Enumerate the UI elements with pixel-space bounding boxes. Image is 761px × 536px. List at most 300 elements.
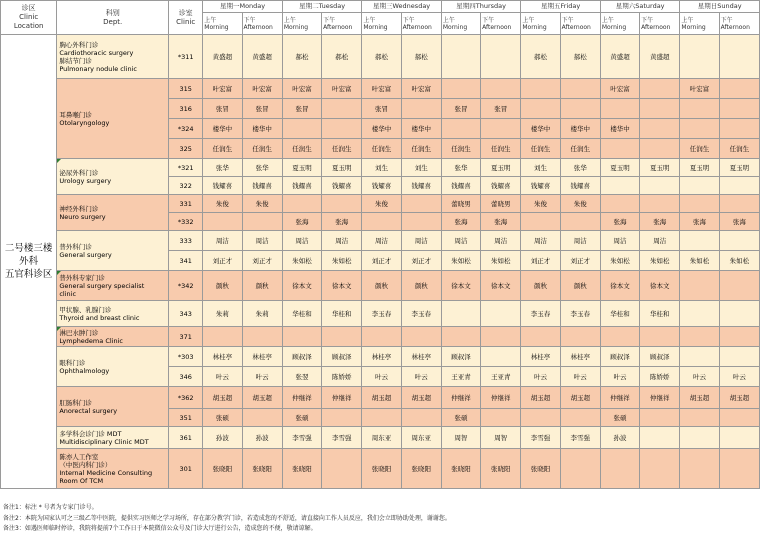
doctor-cell <box>481 79 521 99</box>
doctor-cell: 顾叔泽 <box>322 347 362 367</box>
doctor-cell: 胡玉超 <box>719 387 759 409</box>
dept-header-line: 科别 <box>105 8 120 17</box>
doctor-cell: 徐本文 <box>441 271 480 301</box>
am-header <box>600 13 639 35</box>
doctor-cell <box>640 449 680 489</box>
dept-name-line: Otolaryngology <box>59 118 110 127</box>
doctor-cell <box>560 99 600 119</box>
room-number: 371 <box>169 327 203 347</box>
doctor-cell: 朱如松 <box>481 251 521 271</box>
doctor-cell: 叶云 <box>203 367 242 387</box>
am-header <box>521 13 560 35</box>
doctor-cell: 张硕 <box>282 409 321 427</box>
table-row <box>1 79 760 99</box>
pm-header-en: Afternoon <box>561 23 591 31</box>
doctor-cell: 郝松 <box>282 35 321 79</box>
dept-name-line: General surgery specialist <box>59 281 145 290</box>
doctor-cell <box>521 99 560 119</box>
doctor-cell <box>680 99 719 119</box>
doctor-cell: 刘正才 <box>362 251 401 271</box>
doctor-cell <box>282 195 321 213</box>
room-number: *342 <box>169 271 203 301</box>
doctor-cell: 叶宏富 <box>242 79 282 99</box>
room-number: *303 <box>169 347 203 367</box>
am-header-cn: 上午 <box>363 16 376 24</box>
day-header <box>521 1 601 13</box>
doctor-cell: 张海 <box>719 213 759 231</box>
doctor-cell: 黄盛超 <box>203 35 242 79</box>
dept-name-line: 陈亦人工作室 <box>59 452 99 461</box>
am-header <box>441 13 480 35</box>
day-header <box>600 1 680 13</box>
doctor-cell <box>680 327 719 347</box>
room-number: *332 <box>169 213 203 231</box>
doctor-cell <box>680 301 719 327</box>
dept-name-line: 普外科专家门诊 <box>59 273 105 282</box>
doctor-cell: 周洁 <box>282 231 321 251</box>
doctor-cell: 周洁 <box>481 231 521 251</box>
doctor-cell: 孙波 <box>600 427 639 449</box>
doctor-cell: 张晓阳 <box>362 449 401 489</box>
doctor-cell: 叶宏富 <box>680 79 719 99</box>
doctor-cell: 张华 <box>242 159 282 177</box>
room-number: *362 <box>169 387 203 409</box>
doctor-cell: 胡玉超 <box>203 387 242 409</box>
dept-name-line: 淋巴水肿门诊 <box>59 328 99 337</box>
am-header-en: Morning <box>204 23 229 31</box>
doctor-cell: 蕾晓男 <box>481 195 521 213</box>
doctor-cell: 任润生 <box>680 139 719 159</box>
doctor-cell <box>719 195 759 213</box>
doctor-cell: 张硕 <box>441 409 480 427</box>
table-row <box>1 449 760 489</box>
doctor-cell <box>640 139 680 159</box>
doctor-cell <box>680 177 719 195</box>
am-header-en: Morning <box>522 23 547 31</box>
doctor-cell <box>441 35 480 79</box>
day-header-label: 星期一Monday <box>219 2 266 10</box>
doctor-cell: 张海 <box>640 213 680 231</box>
doctor-cell <box>680 427 719 449</box>
am-header-cn: 上午 <box>681 16 694 24</box>
dept-name-line: Pulmonary nodule clinic <box>59 64 137 73</box>
location-header-line: 诊区 <box>21 4 36 12</box>
doctor-cell: 张海 <box>481 213 521 231</box>
doctor-cell: 李雪强 <box>560 427 600 449</box>
doctor-cell: 叶云 <box>560 367 600 387</box>
doctor-cell <box>680 271 719 301</box>
doctor-cell: 楼华中 <box>560 119 600 139</box>
doctor-cell: 钱耀喜 <box>481 177 521 195</box>
room-number: 325 <box>169 139 203 159</box>
doctor-cell: 叶云 <box>401 367 441 387</box>
doctor-cell: 夏玉明 <box>322 159 362 177</box>
pm-header-cn: 下午 <box>561 16 574 24</box>
room-number: 351 <box>169 409 203 427</box>
doctor-cell: 胡玉超 <box>242 387 282 409</box>
doctor-cell <box>719 119 759 139</box>
doctor-cell <box>322 409 362 427</box>
doctor-cell <box>322 119 362 139</box>
header-row-days <box>1 1 760 13</box>
doctor-cell <box>362 213 401 231</box>
doctor-cell: 夏玉明 <box>719 159 759 177</box>
doctor-cell <box>203 327 242 347</box>
day-header-label: 星期日Sunday <box>697 2 742 10</box>
doctor-cell: 胡玉超 <box>680 387 719 409</box>
doctor-cell: 刘正才 <box>203 251 242 271</box>
pm-header-cn: 下午 <box>323 16 336 24</box>
room-number: 315 <box>169 79 203 99</box>
dept-cell <box>57 301 169 327</box>
doctor-cell: 林桂亭 <box>203 347 242 367</box>
doctor-cell: 周东亚 <box>362 427 401 449</box>
doctor-cell: 周洁 <box>640 231 680 251</box>
doctor-cell <box>322 327 362 347</box>
doctor-cell: 夏玉明 <box>640 159 680 177</box>
doctor-cell <box>640 79 680 99</box>
dept-header-line: Dept. <box>103 17 123 26</box>
doctor-cell: 任润生 <box>441 139 480 159</box>
doctor-cell: 仲继祥 <box>481 387 521 409</box>
am-header-en: Morning <box>283 23 309 31</box>
doctor-cell: 仲继祥 <box>282 387 321 409</box>
location-header <box>1 1 57 35</box>
day-header <box>441 1 521 13</box>
doctor-cell: 顾叔泽 <box>600 347 639 367</box>
doctor-cell: 任润生 <box>481 139 521 159</box>
pm-header <box>242 13 282 35</box>
doctor-cell: 郝松 <box>401 35 441 79</box>
am-header <box>203 13 242 35</box>
doctor-cell: 顾叔泽 <box>282 347 321 367</box>
doctor-cell <box>600 139 639 159</box>
doctor-cell: 张硕 <box>203 409 242 427</box>
dept-name-line: 神经外科门诊 <box>59 204 99 213</box>
doctor-cell: 张晓阳 <box>242 449 282 489</box>
doctor-cell: 张晓阳 <box>441 449 480 489</box>
doctor-cell: 朱莉 <box>203 301 242 327</box>
dept-name-line: General surgery <box>59 250 112 259</box>
doctor-cell: 李玉春 <box>401 301 441 327</box>
doctor-cell: 周洁 <box>521 231 560 251</box>
doctor-cell: 夏玉明 <box>282 159 321 177</box>
doctor-cell: 刘正才 <box>521 251 560 271</box>
clinic-location-line: 五官科诊区 <box>4 269 53 280</box>
room-number: 301 <box>169 449 203 489</box>
doctor-cell: 楼华中 <box>242 119 282 139</box>
doctor-cell: 王亚青 <box>441 367 480 387</box>
doctor-cell: 刘正才 <box>560 251 600 271</box>
doctor-cell: 郝松 <box>521 35 560 79</box>
doctor-cell <box>640 177 680 195</box>
location-header-line: Clinic <box>19 13 39 21</box>
doctor-cell <box>640 195 680 213</box>
doctor-cell <box>560 409 600 427</box>
note-2: 备注2：本院为国家认可之三级乙等中医院，提供实习医师之学习场所，存在部分教学门诊，若造成您的不舒适，请直接向工作人员反应，我们会立即协助处理，谢谢您。 <box>3 514 451 522</box>
doctor-cell <box>441 79 480 99</box>
doctor-cell <box>719 347 759 367</box>
doctor-cell <box>481 347 521 367</box>
day-header <box>362 1 442 13</box>
doctor-cell <box>640 327 680 347</box>
dept-name-line: 普外科门诊 <box>59 242 92 251</box>
doctor-cell: 刘生 <box>362 159 401 177</box>
doctor-cell: 周洁 <box>441 231 480 251</box>
clinic-location-line: 二号楼三楼 <box>4 243 53 254</box>
am-header-en: Morning <box>681 23 706 31</box>
pm-header-cn: 下午 <box>482 16 495 24</box>
dept-cell <box>57 195 169 231</box>
note-3: 备注3：如遇医师临时停诊，我院将提前7个工作日于本院微信公众号及门诊大厅进行公告，造成您的不便，敬请谅解。 <box>3 525 317 532</box>
doctor-cell: 张晓阳 <box>481 449 521 489</box>
doctor-cell <box>680 231 719 251</box>
room-number: 361 <box>169 427 203 449</box>
doctor-cell: 张海 <box>680 213 719 231</box>
am-header-cn: 上午 <box>522 16 535 24</box>
doctor-cell: 朱俊 <box>203 195 242 213</box>
am-header-cn: 上午 <box>442 16 455 24</box>
doctor-cell: 叶宏富 <box>401 79 441 99</box>
doctor-cell: 朱俊 <box>242 195 282 213</box>
doctor-cell: 朱如松 <box>719 251 759 271</box>
doctor-cell: 张晓阳 <box>203 449 242 489</box>
doctor-cell: 李玉春 <box>521 301 560 327</box>
doctor-cell: 叶云 <box>680 367 719 387</box>
doctor-cell <box>242 409 282 427</box>
doctor-cell: 周洁 <box>242 231 282 251</box>
dept-cell <box>57 347 169 387</box>
doctor-cell: 任润生 <box>521 139 560 159</box>
doctor-cell <box>401 409 441 427</box>
doctor-cell <box>481 119 521 139</box>
dept-cell <box>57 427 169 449</box>
doctor-cell: 楼华中 <box>600 119 639 139</box>
doctor-cell <box>719 99 759 119</box>
doctor-cell: 夏玉明 <box>600 159 639 177</box>
dept-name-line: Internal Medicine Consulting <box>59 468 153 477</box>
doctor-cell: 钱耀喜 <box>322 177 362 195</box>
doctor-cell <box>322 449 362 489</box>
dept-cell <box>57 387 169 427</box>
doctor-cell: 叶云 <box>362 367 401 387</box>
doctor-cell: 叶云 <box>719 367 759 387</box>
doctor-cell: 孙波 <box>203 427 242 449</box>
doctor-cell: 林桂亭 <box>242 347 282 367</box>
table-row <box>1 427 760 449</box>
doctor-cell: 张华 <box>203 159 242 177</box>
doctor-cell: 钱耀喜 <box>203 177 242 195</box>
doctor-cell <box>719 271 759 301</box>
doctor-cell: 张海 <box>282 213 321 231</box>
doctor-cell: 蕾晓男 <box>441 195 480 213</box>
doctor-cell: 林桂亭 <box>521 347 560 367</box>
doctor-cell: 刘正才 <box>401 251 441 271</box>
pm-header <box>401 13 441 35</box>
doctor-cell: 颜秋 <box>560 271 600 301</box>
doctor-cell: 张冒 <box>481 99 521 119</box>
am-header <box>282 13 321 35</box>
doctor-cell: 张冒 <box>203 99 242 119</box>
doctor-cell: 楼华中 <box>362 119 401 139</box>
doctor-cell <box>560 213 600 231</box>
dept-cell <box>57 35 169 79</box>
doctor-cell: 朱如松 <box>282 251 321 271</box>
am-header-cn: 上午 <box>283 16 296 24</box>
doctor-cell: 朱如松 <box>680 251 719 271</box>
footnotes <box>3 503 451 535</box>
doctor-cell: 钱耀喜 <box>242 177 282 195</box>
doctor-cell: 刘生 <box>521 159 560 177</box>
pm-header-cn: 下午 <box>641 16 654 24</box>
doctor-cell: 夏玉明 <box>680 159 719 177</box>
doctor-cell: 仲继祥 <box>441 387 480 409</box>
doctor-cell: 孙波 <box>242 427 282 449</box>
doctor-cell: 李玉春 <box>362 301 401 327</box>
pm-header-en: Afternoon <box>402 23 432 31</box>
doctor-cell <box>521 409 560 427</box>
dept-name-line: Ophthalmology <box>59 366 110 375</box>
doctor-cell: 李雪强 <box>521 427 560 449</box>
doctor-cell: 任润生 <box>203 139 242 159</box>
doctor-cell <box>640 409 680 427</box>
doctor-cell: 周洁 <box>203 231 242 251</box>
dept-cell <box>57 327 169 347</box>
doctor-cell: 林桂亭 <box>560 347 600 367</box>
doctor-cell: 任润生 <box>560 139 600 159</box>
doctor-cell: 周洁 <box>600 231 639 251</box>
table-row <box>1 301 760 327</box>
doctor-cell: 楼华中 <box>203 119 242 139</box>
doctor-cell <box>401 195 441 213</box>
doctor-cell: 周洁 <box>362 231 401 251</box>
location-header-line: Location <box>13 22 44 30</box>
doctor-cell: 楼华中 <box>401 119 441 139</box>
doctor-cell: 周智 <box>481 427 521 449</box>
doctor-cell: 钱耀喜 <box>362 177 401 195</box>
room-header <box>169 1 203 35</box>
dept-name-line: （中医内科门诊） <box>59 460 112 469</box>
doctor-cell: 郝松 <box>560 35 600 79</box>
doctor-cell <box>521 327 560 347</box>
doctor-cell <box>282 327 321 347</box>
doctor-cell: 颜秋 <box>203 271 242 301</box>
doctor-cell: 黄盛超 <box>600 35 639 79</box>
doctor-cell <box>719 427 759 449</box>
doctor-cell <box>560 449 600 489</box>
doctor-cell <box>441 119 480 139</box>
room-number: 331 <box>169 195 203 213</box>
doctor-cell: 徐本文 <box>322 271 362 301</box>
dept-name-line: Anorectal surgery <box>59 406 118 415</box>
doctor-cell: 华桂和 <box>322 301 362 327</box>
room-number: *324 <box>169 119 203 139</box>
doctor-cell: 张华 <box>441 159 480 177</box>
doctor-cell <box>640 119 680 139</box>
dept-name-line: Lymphedema Clinic <box>59 336 123 345</box>
doctor-cell <box>521 79 560 99</box>
doctor-cell <box>441 327 480 347</box>
dept-cell <box>57 449 169 489</box>
doctor-cell: 陈娇娇 <box>640 367 680 387</box>
doctor-cell: 周洁 <box>560 231 600 251</box>
doctor-cell <box>680 195 719 213</box>
dept-name-line: 眼科门诊 <box>59 358 86 367</box>
doctor-cell: 徐本文 <box>600 271 639 301</box>
doctor-cell: 朱如松 <box>600 251 639 271</box>
doctor-cell: 顾叔泽 <box>640 347 680 367</box>
doctor-cell: 任润生 <box>719 139 759 159</box>
doctor-cell: 仲继祥 <box>600 387 639 409</box>
doctor-cell: 张硕 <box>600 409 639 427</box>
doctor-cell <box>362 409 401 427</box>
doctor-cell: 楼华中 <box>521 119 560 139</box>
doctor-cell: 叶云 <box>521 367 560 387</box>
pm-header <box>481 13 521 35</box>
doctor-cell: 张海 <box>441 213 480 231</box>
doctor-cell <box>481 409 521 427</box>
doctor-cell <box>719 35 759 79</box>
doctor-cell: 朱如松 <box>640 251 680 271</box>
dept-cell <box>57 231 169 271</box>
table-row <box>1 195 760 213</box>
doctor-cell <box>441 301 480 327</box>
room-number: 322 <box>169 177 203 195</box>
doctor-cell <box>640 427 680 449</box>
doctor-cell <box>521 213 560 231</box>
doctor-cell: 张冒 <box>441 99 480 119</box>
doctor-cell: 任润生 <box>322 139 362 159</box>
day-header-label: 星期三Wednesday <box>373 2 431 10</box>
doctor-cell: 颜秋 <box>242 271 282 301</box>
dept-name-line: Room Of TCM <box>59 476 104 485</box>
table-row <box>1 387 760 409</box>
doctor-cell: 刘生 <box>401 159 441 177</box>
doctor-cell <box>680 409 719 427</box>
doctor-cell: 张冒 <box>362 99 401 119</box>
doctor-cell: 李玉春 <box>560 301 600 327</box>
doctor-cell: 林桂亭 <box>362 347 401 367</box>
doctor-cell: 夏玉明 <box>481 159 521 177</box>
doctor-cell: 钱耀喜 <box>282 177 321 195</box>
day-header-label: 星期五Friday <box>541 2 581 10</box>
doctor-cell: 钱耀喜 <box>441 177 480 195</box>
doctor-cell <box>600 177 639 195</box>
doctor-cell: 周智 <box>441 427 480 449</box>
clinic-location-line: 外科 <box>19 256 39 267</box>
doctor-cell: 任润生 <box>242 139 282 159</box>
pm-header <box>640 13 680 35</box>
pm-header <box>322 13 362 35</box>
dept-cell <box>57 271 169 301</box>
am-header-cn: 上午 <box>601 16 614 24</box>
doctor-cell: 任润生 <box>362 139 401 159</box>
doctor-cell: 周洁 <box>322 231 362 251</box>
table-row <box>1 231 760 251</box>
dept-cell <box>57 79 169 159</box>
room-header-line: 诊室 <box>178 8 193 17</box>
room-number: *321 <box>169 159 203 177</box>
doctor-cell: 华桂和 <box>282 301 321 327</box>
doctor-cell: 朱如松 <box>441 251 480 271</box>
doctor-cell: 叶宏富 <box>203 79 242 99</box>
am-header-en: Morning <box>442 23 468 31</box>
doctor-cell <box>282 119 321 139</box>
doctor-cell: 叶宏富 <box>362 79 401 99</box>
doctor-cell: 林桂亭 <box>401 347 441 367</box>
doctor-cell: 徐本文 <box>282 271 321 301</box>
dept-name-line: 泌尿外科门诊 <box>59 168 99 177</box>
